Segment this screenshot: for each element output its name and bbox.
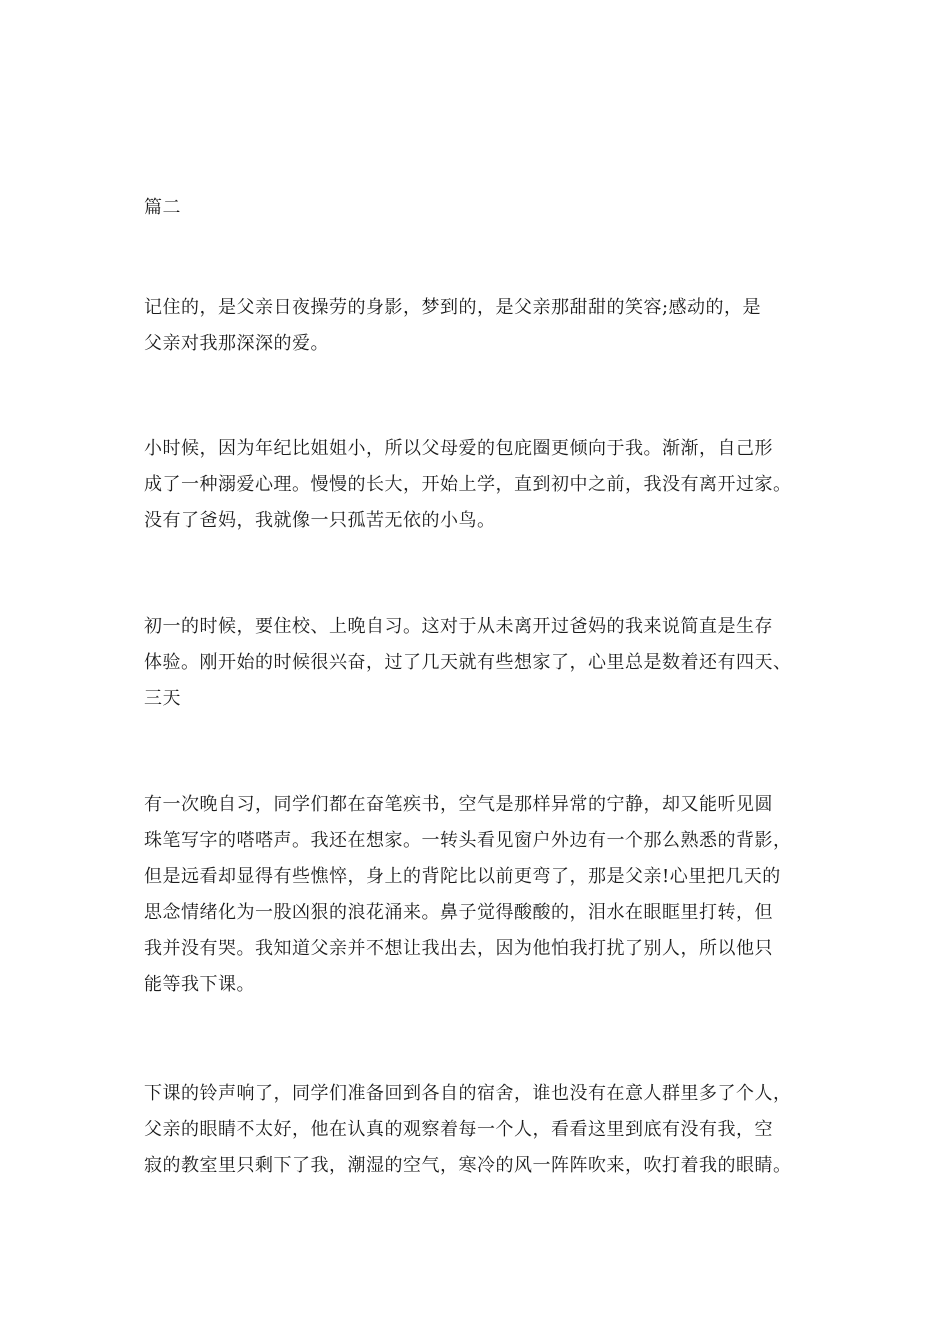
paragraph-line: 三天 xyxy=(144,688,181,709)
paragraph-4 xyxy=(144,787,834,1003)
paragraph-line: 初一的时候，要住校、上晚自习。这对于从未离开过爸妈的我来说简直是生存 xyxy=(144,616,773,637)
paragraph-3 xyxy=(144,609,834,717)
section-heading xyxy=(144,190,834,226)
paragraph-line: 寂的教室里只剩下了我，潮湿的空气，寒冷的风一阵阵吹来，吹打着我的眼睛。 xyxy=(144,1155,792,1176)
paragraph-line: 下课的铃声响了，同学们准备回到各自的宿舍，谁也没有在意人群里多了个人， xyxy=(144,1083,792,1104)
paragraph-line: 我并没有哭。我知道父亲并不想让我出去，因为他怕我打扰了别人，所以他只 xyxy=(144,938,773,959)
paragraph-line: 没有了爸妈，我就像一只孤苦无依的小鸟。 xyxy=(144,510,496,531)
paragraph-line: 父亲对我那深深的爱。 xyxy=(144,333,329,354)
paragraph-1 xyxy=(144,290,834,362)
paragraph-line: 记住的，是父亲日夜操劳的身影，梦到的，是父亲那甜甜的笑容;感动的，是 xyxy=(144,297,762,318)
paragraph-line: 能等我下课。 xyxy=(144,974,255,995)
paragraph-5 xyxy=(144,1076,834,1184)
paragraph-line: 有一次晚自习，同学们都在奋笔疾书，空气是那样异常的宁静，却又能听见圆 xyxy=(144,794,773,815)
paragraph-line: 成了一种溺爱心理。慢慢的长大，开始上学，直到初中之前，我没有离开过家。 xyxy=(144,474,792,495)
paragraph-2 xyxy=(144,431,834,539)
paragraph-line: 但是远看却显得有些憔悴，身上的背陀比以前更弯了，那是父亲!心里把几天的 xyxy=(144,866,781,887)
paragraph-line: 父亲的眼睛不太好，他在认真的观察着每一个人，看看这里到底有没有我，空 xyxy=(144,1119,773,1140)
paragraph-line: 小时候，因为年纪比姐姐小，所以父母爱的包庇圈更倾向于我。渐渐，自己形 xyxy=(144,438,773,459)
paragraph-line: 思念情绪化为一股凶狠的浪花涌来。鼻子觉得酸酸的，泪水在眼眶里打转，但 xyxy=(144,902,773,923)
paragraph-line: 体验。刚开始的时候很兴奋，过了几天就有些想家了，心里总是数着还有四天、 xyxy=(144,652,792,673)
paragraph-line: 珠笔写字的嗒嗒声。我还在想家。一转头看见窗户外边有一个那么熟悉的背影， xyxy=(144,830,792,851)
heading-line: 篇二 xyxy=(144,197,181,218)
